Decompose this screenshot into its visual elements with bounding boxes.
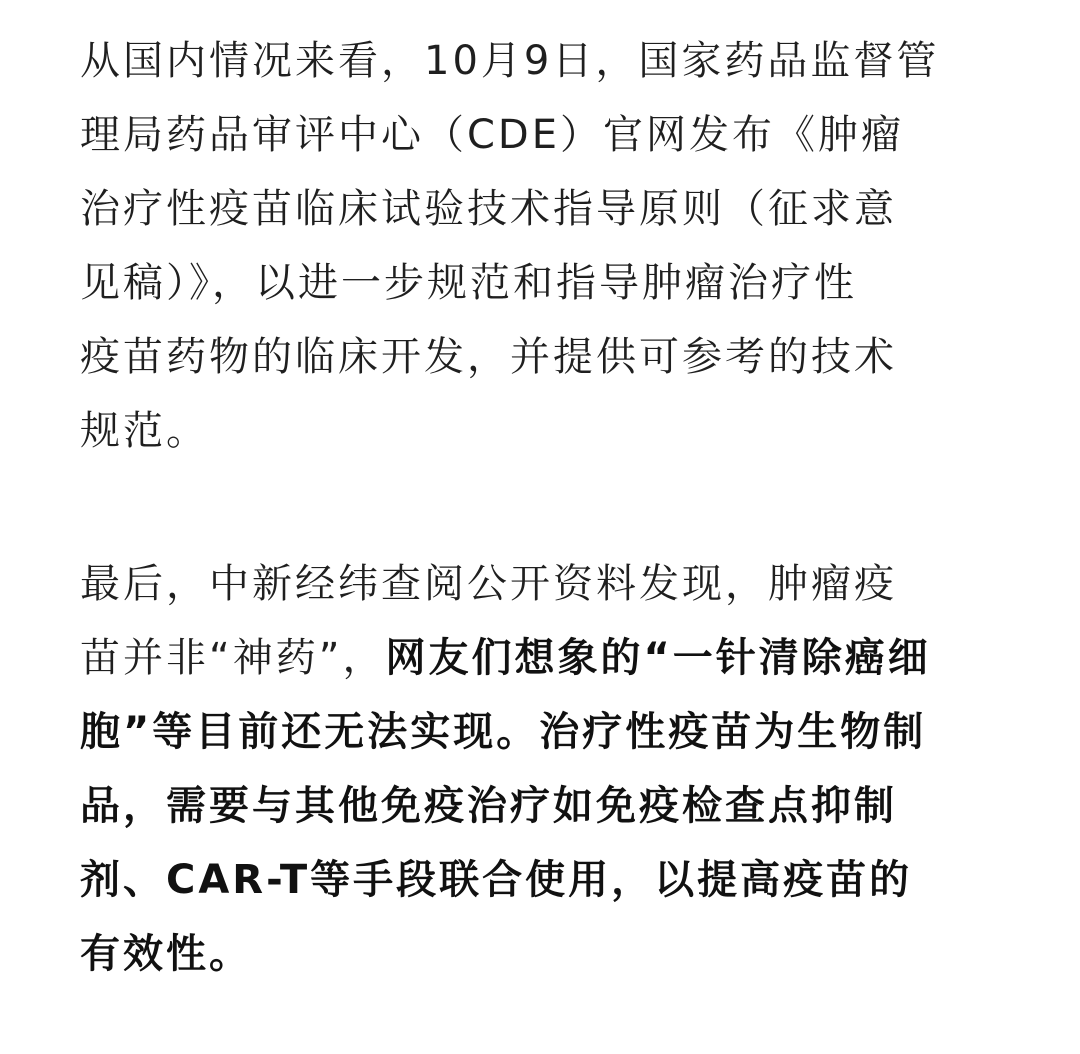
text-line <box>80 621 931 695</box>
text-line: 理局药品审评中心（CDE）官网发布《肿瘤 <box>80 112 905 158</box>
text-line: 规范。 <box>80 408 209 454</box>
text-line: 见稿）》，以进一步规范和指导肿瘤治疗性 <box>80 260 857 306</box>
text-line: 治疗性疫苗临床试验技术指导原则（征求意 <box>80 186 897 232</box>
bold-emphasis-line: 有效性。 <box>80 931 252 977</box>
bold-emphasis-text: 网友们想象的“一针清除癌细 <box>385 635 931 681</box>
text-line: 疫苗药物的临床开发，并提供可参考的技术 <box>80 334 897 380</box>
paragraph-cde-guideline <box>80 24 939 468</box>
bold-emphasis-line: 品，需要与其他免疫治疗如免疫检查点抑制 <box>80 783 897 829</box>
bold-emphasis-line: 剂、CAR-T等手段联合使用，以提高疫苗的 <box>80 857 913 903</box>
paragraph-vaccine-not-miracle <box>80 547 931 991</box>
text-line: 从国内情况来看，10月9日，国家药品监督管 <box>80 38 940 84</box>
text-line: 最后，中新经纬查阅公开资料发现，肿瘤疫 <box>80 561 897 607</box>
bold-emphasis-line: 胞”等目前还无法实现。治疗性疫苗为生物制 <box>80 709 927 755</box>
regular-text: 苗并非“神药”， <box>80 635 386 681</box>
